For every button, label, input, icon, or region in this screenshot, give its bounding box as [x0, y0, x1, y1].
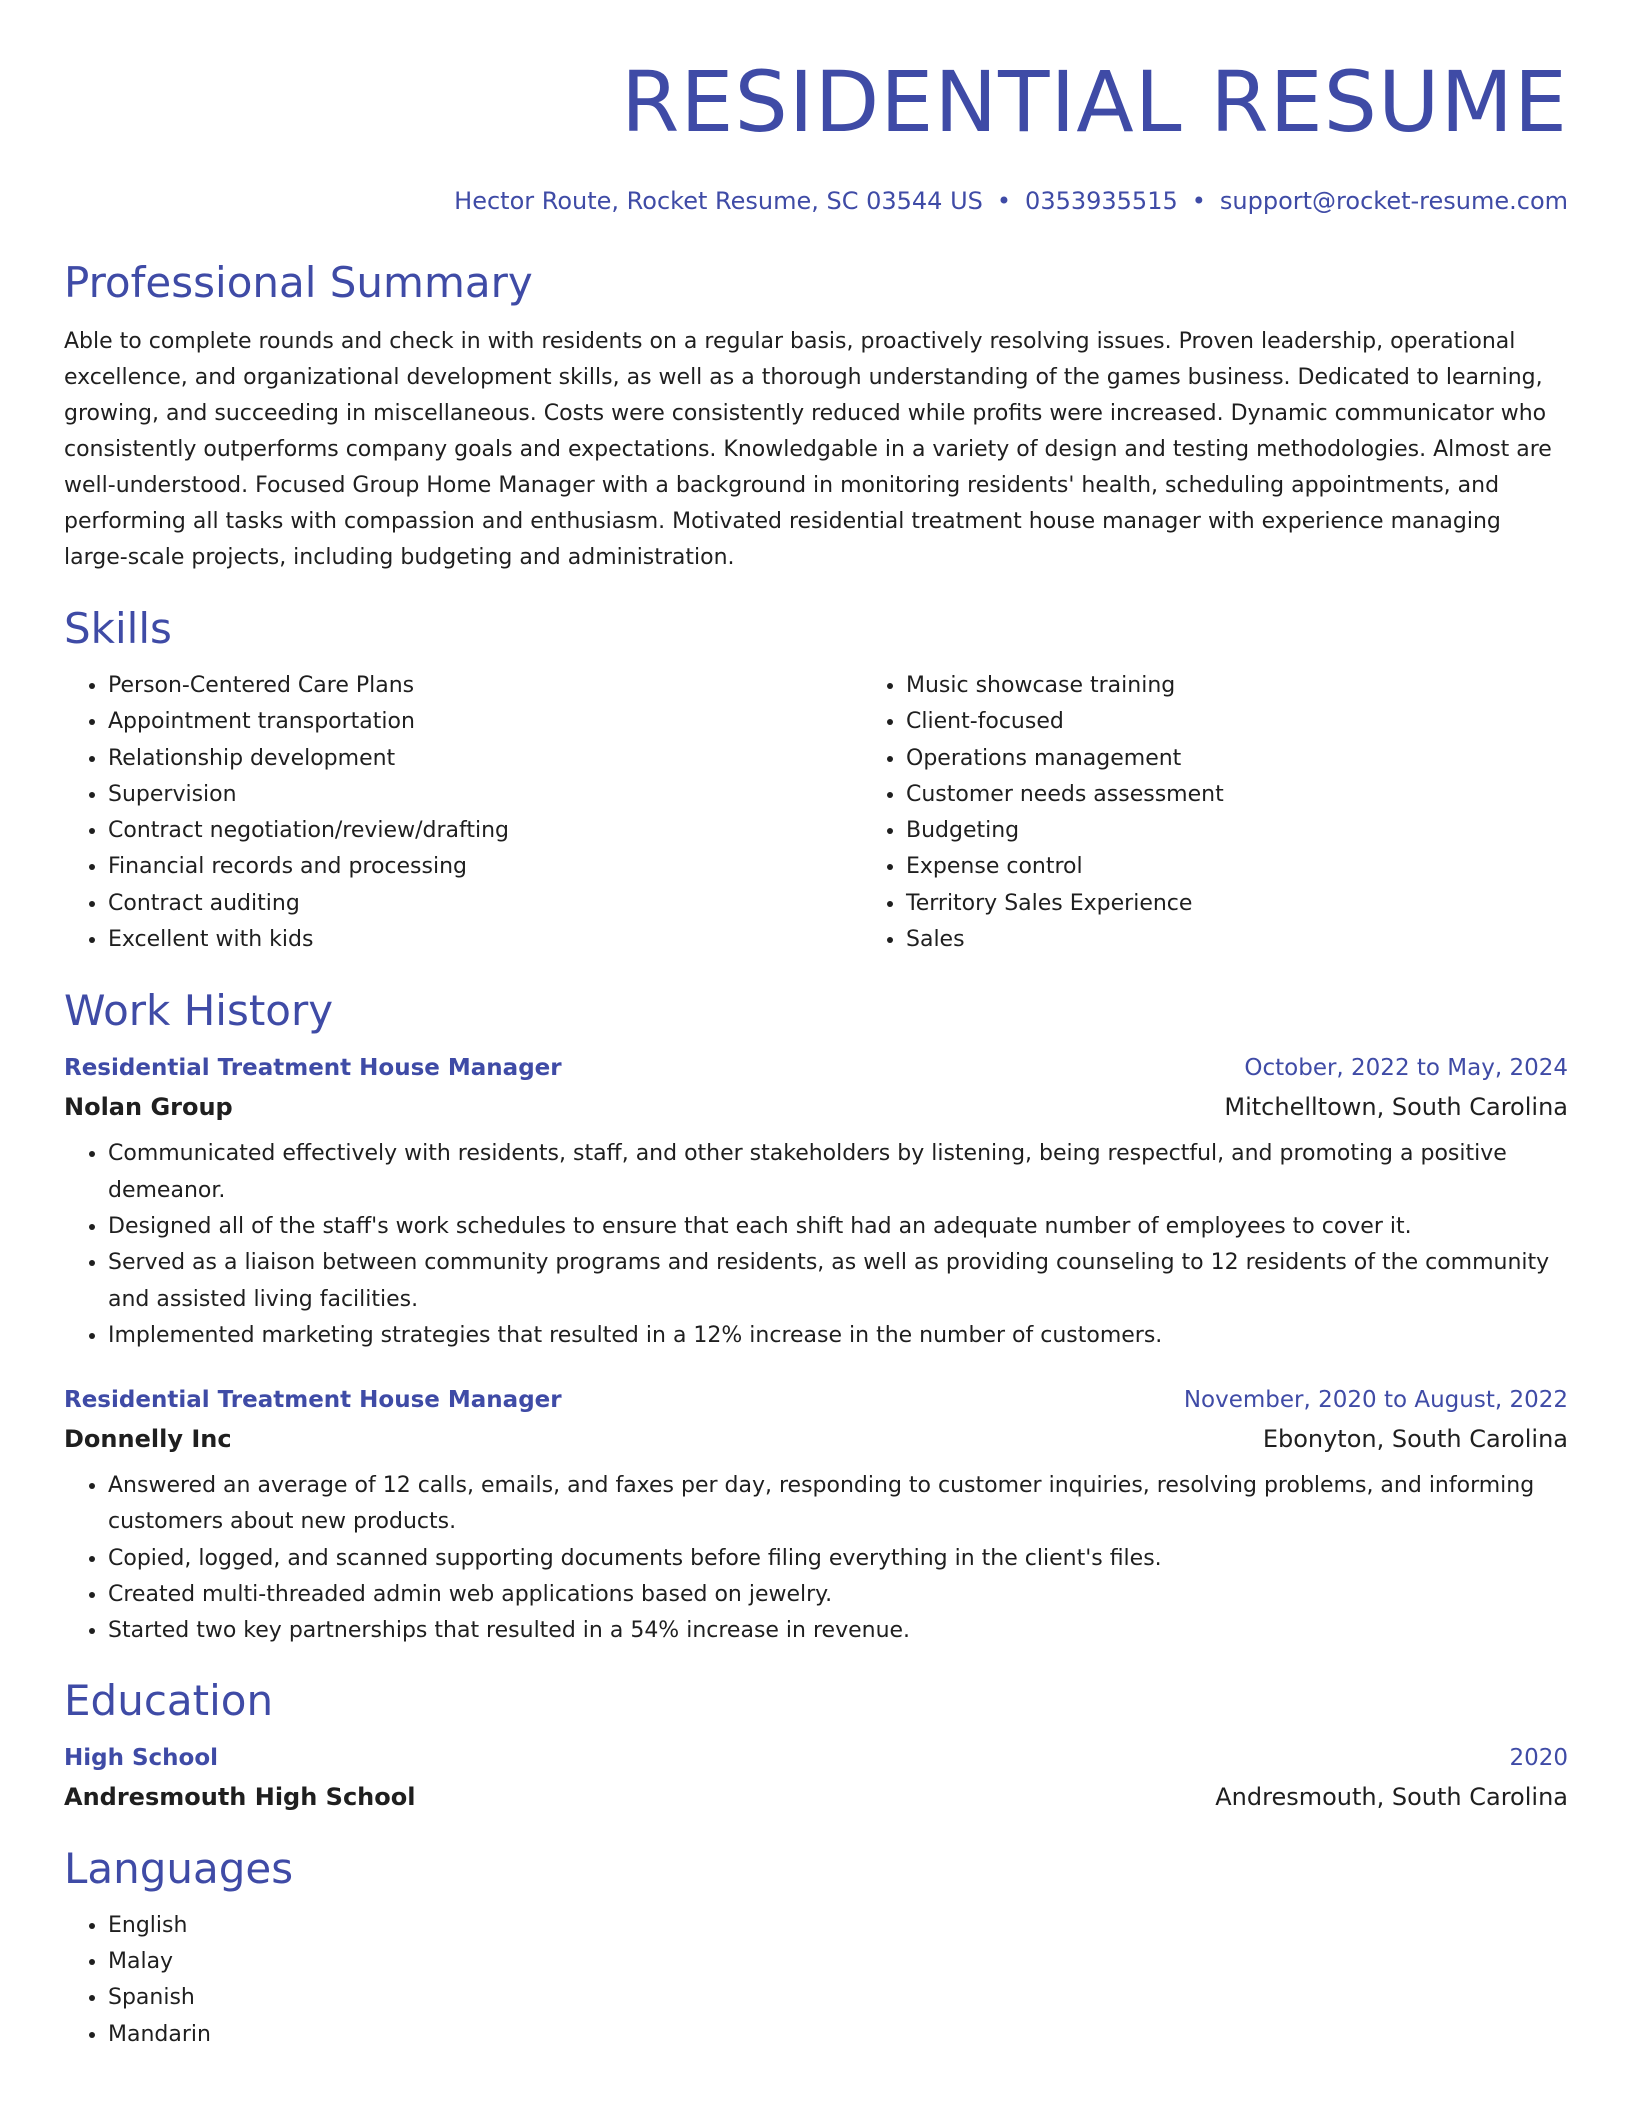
skill-item: • Budgeting [906, 813, 1566, 849]
skill-item: • Expense control [906, 849, 1566, 885]
job-bullet: • Created multi-threaded admin web applications based on jewelry. [108, 1577, 1568, 1613]
language-item: • English [108, 1908, 1568, 1944]
resume-title: RESIDENTIAL RESUME [621, 53, 1568, 151]
skills-column-right [808, 668, 1566, 958]
skills-column-left [64, 668, 808, 958]
skill-item: • Supervision [108, 777, 808, 813]
skill-item: • Contract auditing [108, 886, 808, 922]
job-role: Residential Treatment House Manager [64, 1387, 562, 1414]
education-location: Andresmouth, South Carolina [1215, 1782, 1568, 1811]
skill-item: • Client-focused [906, 704, 1566, 740]
separator-dot: • [996, 187, 1012, 215]
job-bullet: • Communicated effectively with residents, staff, and other stakeholders by listening, being respectful, and promoting a positive demeanor. [108, 1136, 1568, 1209]
education-year: 2020 [1509, 1744, 1568, 1771]
education-heading: Education [64, 1675, 274, 1725]
job-entry [64, 1052, 1568, 1354]
job-entry [64, 1384, 1568, 1649]
job-header [64, 1052, 1568, 1084]
address: Hector Route, Rocket Resume, SC 03544 US [454, 187, 983, 215]
education-header [64, 1742, 1568, 1774]
job-subheader [64, 1422, 1568, 1456]
skills-list [64, 668, 1568, 958]
education-subheader [64, 1780, 1568, 1814]
education-degree: High School [64, 1744, 219, 1771]
skill-item: • Appointment transportation [108, 704, 808, 740]
language-item: • Spanish [108, 1980, 1568, 2016]
job-bullet: • Copied, logged, and scanned supporting documents before filing everything in the client's files. [108, 1541, 1568, 1577]
language-item: • Mandarin [108, 2017, 1568, 2053]
summary-heading: Professional Summary [64, 258, 533, 307]
job-header [64, 1384, 1568, 1416]
separator-dot: • [1191, 187, 1206, 215]
job-bullets [64, 1468, 1568, 1649]
job-subheader [64, 1090, 1568, 1124]
resume-page [64, 0, 1568, 2053]
job-dates: October, 2022 to May, 2024 [1244, 1055, 1568, 1082]
languages-list [64, 1908, 1568, 2053]
work-history-heading: Work History [64, 986, 334, 1036]
skill-item: • Sales [906, 922, 1566, 958]
skill-item: • Music showcase training [906, 668, 1566, 704]
job-bullets [64, 1136, 1568, 1354]
skill-item: • Territory Sales Experience [906, 886, 1566, 922]
job-role: Residential Treatment House Manager [64, 1055, 562, 1082]
job-company: Donnelly Inc [64, 1425, 232, 1454]
job-dates: November, 2020 to August, 2022 [1183, 1387, 1568, 1414]
job-bullet: • Answered an average of 12 calls, emails, and faxes per day, responding to customer inquiries, resolving problems, and informing customers about new products. [108, 1468, 1568, 1541]
skill-item: • Contract negotiation/review/drafting [108, 813, 808, 849]
job-bullet: • Designed all of the staff's work schedules to ensure that each shift had an adequate number of employees to cover it. [108, 1209, 1568, 1245]
job-bullet: • Started two key partnerships that resulted in a 54% increase in revenue. [108, 1613, 1568, 1649]
job-bullet: • Served as a liaison between community programs and residents, as well as providing counseling to 12 residents of the community and assisted living facilities. [108, 1245, 1568, 1318]
education-school: Andresmouth High School [64, 1782, 416, 1811]
job-bullet: • Implemented marketing strategies that resulted in a 12% increase in the number of customers. [108, 1318, 1568, 1354]
job-company: Nolan Group [64, 1093, 233, 1122]
job-location: Mitchelltown, South Carolina [1224, 1093, 1568, 1122]
contact-line [64, 186, 1568, 216]
email: support@rocket-resume.com [1219, 187, 1568, 215]
summary-text: Able to complete rounds and check in with residents on a regular basis, proactively resolving issues. Proven leadership, operational excellence, and organizational development skills, as well as a thorough understanding of the games business. Dedicated to learning, growing, and succeeding in miscellaneous. Costs were consistently reduced while profits were increased. Dynamic communicator who consistently outperforms company goals and expectations. Knowledgable in a variety of design and testing methodologies. Almost are well-understood. Focused Group Home Manager with a background in monitoring residents' health, scheduling appointments, and performing all tasks with compassion and enthusiasm. Motivated residential treatment house manager with experience managing large-scale projects, including budgeting and administration. [64, 329, 1552, 570]
skill-item: • Financial records and processing [108, 849, 808, 885]
skill-item: • Person-Centered Care Plans [108, 668, 808, 704]
skill-item: • Customer needs assessment [906, 777, 1566, 813]
skills-heading: Skills [64, 604, 172, 653]
phone: 0353935515 [1025, 187, 1178, 215]
skill-item: • Excellent with kids [108, 922, 808, 958]
languages-heading: Languages [64, 1843, 294, 1893]
skill-item: • Operations management [906, 741, 1566, 777]
language-item: • Malay [108, 1944, 1568, 1980]
job-location: Ebonyton, South Carolina [1262, 1425, 1568, 1454]
skill-item: • Relationship development [108, 741, 808, 777]
